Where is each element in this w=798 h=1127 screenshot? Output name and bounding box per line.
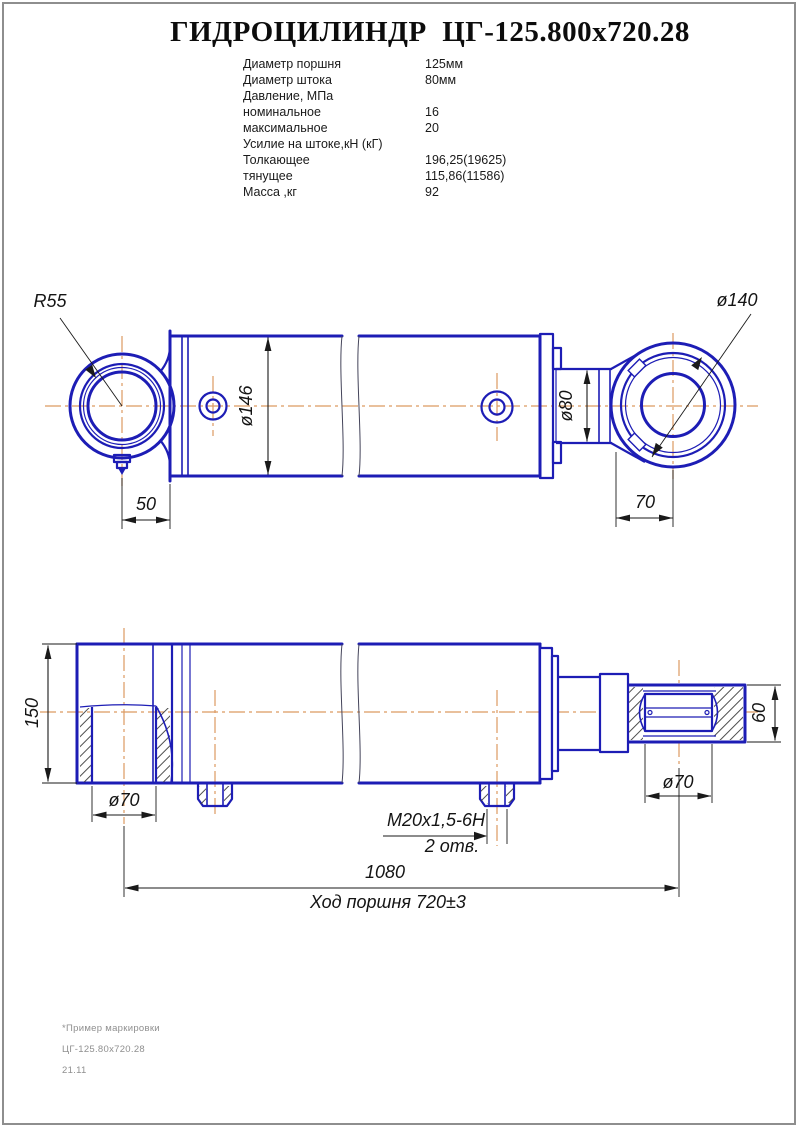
rod-eye-section — [600, 674, 745, 752]
dim-label-r55: R55 — [33, 291, 67, 311]
dim-label-thread: M20x1,5-6H — [386, 810, 486, 830]
top-view — [33, 290, 758, 529]
spec-value: 125мм — [425, 57, 464, 71]
dim-label-d80: ø80 — [556, 390, 576, 422]
dim-label-150: 150 — [22, 697, 42, 729]
gland-bottom — [540, 648, 558, 779]
spec-label: Давление, МПа — [243, 89, 334, 103]
bottom-view — [22, 628, 781, 912]
marking-note — [62, 1018, 160, 1081]
spec-label: Диаметр штока — [243, 73, 332, 87]
piston-rod-bottom — [558, 677, 600, 750]
spec-label: номинальное — [243, 105, 321, 119]
spec-label: тянущее — [243, 169, 293, 183]
spec-value: 20 — [425, 121, 439, 135]
spec-label: Толкающее — [243, 153, 310, 167]
spec-value: 92 — [425, 185, 439, 199]
spec-label: Усилие на штоке,кН (кГ) — [243, 137, 383, 151]
dim-label-50: 50 — [135, 494, 157, 514]
spec-value: 80мм — [425, 73, 457, 87]
marking-note-line: ЦГ-125.80х720.28 — [62, 1044, 145, 1055]
rod-shoulder — [600, 674, 628, 752]
spec-value: 115,86(11586) — [425, 169, 505, 183]
dim-label-70: 70 — [634, 492, 656, 512]
dim-label-60: 60 — [749, 702, 769, 724]
break-lines-bottom — [341, 644, 360, 783]
spec-label: Диаметр поршня — [243, 57, 342, 71]
marking-note-line: *Пример маркировки — [62, 1023, 160, 1034]
dim-label-d140: ø140 — [716, 290, 758, 310]
dim-label-holes: 2 отв. — [424, 836, 480, 856]
page-title: ГИДРОЦИЛИНДР ЦГ-125.800х720.28 — [170, 16, 690, 48]
spec-label: Масса ,кг — [243, 185, 297, 199]
dim-label-d146: ø146 — [236, 385, 256, 427]
spec-value: 196,25(19625) — [425, 153, 507, 167]
marking-note-line: 21.11 — [62, 1065, 87, 1076]
dim-label-piston-stroke: Ход поршня 720±3 — [310, 892, 466, 912]
spec-value: 16 — [425, 105, 439, 119]
dim-label-d70-right: ø70 — [662, 772, 694, 792]
dim-label-d70-left: ø70 — [108, 790, 140, 810]
cylinder-body-bottom — [77, 644, 540, 783]
dim-label-1080: 1080 — [364, 862, 406, 882]
spec-label: максимальное — [243, 121, 328, 135]
rear-eye-section — [80, 705, 172, 783]
